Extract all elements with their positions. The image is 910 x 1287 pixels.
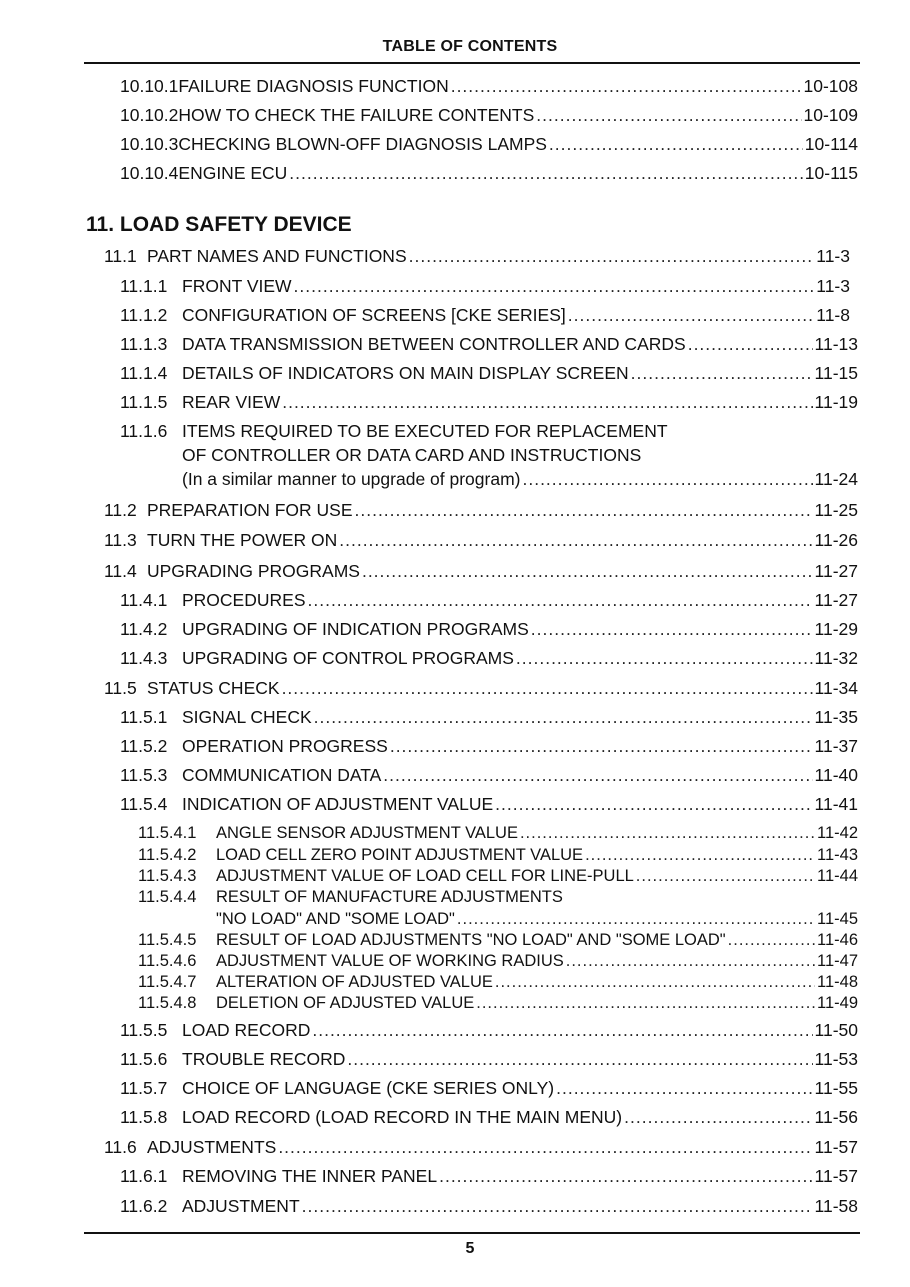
toc-entry-10-10-1[interactable]: 10.10.1 FAILURE DIAGNOSIS FUNCTION ..... 10-108 <box>120 76 858 96</box>
dot-leader <box>347 1049 812 1069</box>
toc-entry-11-6[interactable]: 11.6 ADJUSTMENTS ..... 11-57 <box>104 1137 858 1157</box>
dot-leader <box>516 648 813 668</box>
dot-leader <box>294 276 815 296</box>
toc-entry-11-5-4-4-line1[interactable]: 11.5.4.4 RESULT OF MANUFACTURE ADJUSTMENTS <box>138 888 563 906</box>
page-ref: 11-57 <box>814 1166 858 1186</box>
dot-leader <box>495 972 815 992</box>
page-ref: 11-57 <box>814 1137 858 1157</box>
dot-leader <box>439 1166 812 1186</box>
page-ref: 11-25 <box>814 500 858 520</box>
toc-entry-11-1-6-line2: OF CONTROLLER OR DATA CARD AND INSTRUCTIONS <box>182 445 642 465</box>
toc-entry-11-2[interactable]: 11.2 PREPARATION FOR USE ..... 11-25 <box>104 500 858 520</box>
dot-leader <box>289 163 803 183</box>
toc-entry-11-5-4-7[interactable]: 11.5.4.7 ALTERATION OF ADJUSTED VALUE ..... 11-48 <box>138 972 858 992</box>
dot-leader <box>585 845 815 865</box>
toc-entry-11-5-4-2[interactable]: 11.5.4.2 LOAD CELL ZERO POINT ADJUSTMENT VALUE ..... 11-43 <box>138 845 858 865</box>
dot-leader <box>531 619 813 639</box>
page-ref: 11-19 <box>814 392 858 412</box>
page-ref: 11-3 <box>816 276 850 296</box>
toc-entry-11-1-6-line3[interactable]: (In a similar manner to upgrade of program) ..... 11-24 <box>182 469 858 489</box>
dot-leader <box>636 866 815 886</box>
chapter-heading: 11. LOAD SAFETY DEVICE <box>86 213 352 236</box>
dot-leader <box>495 794 812 814</box>
page-ref: 11-3 <box>816 246 850 266</box>
toc-entry-11-5-5[interactable]: 11.5.5 LOAD RECORD ..... 11-50 <box>120 1020 858 1040</box>
page-ref: 11-13 <box>814 334 858 354</box>
toc-entry-11-3[interactable]: 11.3 TURN THE POWER ON ..... 11-26 <box>104 530 858 550</box>
dot-leader <box>282 678 813 698</box>
header-divider <box>84 62 860 64</box>
toc-entry-11-5-4-8[interactable]: 11.5.4.8 DELETION OF ADJUSTED VALUE ..... 11-49 <box>138 993 858 1013</box>
toc-entry-11-5-4[interactable]: 11.5.4 INDICATION OF ADJUSTMENT VALUE ..... 11-41 <box>120 794 858 814</box>
page-ref: 11-34 <box>814 678 858 698</box>
page-ref: 11-53 <box>814 1049 858 1069</box>
toc-entry-11-5-6[interactable]: 11.5.6 TROUBLE RECORD ..... 11-53 <box>120 1049 858 1069</box>
page-ref: 10-108 <box>803 76 858 96</box>
page-ref: 11-44 <box>817 867 858 885</box>
dot-leader <box>624 1107 812 1127</box>
toc-entry-11-5-2[interactable]: 11.5.2 OPERATION PROGRESS ..... 11-37 <box>120 736 858 756</box>
page-ref: 11-24 <box>814 469 858 489</box>
dot-leader <box>568 305 815 325</box>
page-ref: 11-55 <box>814 1078 858 1098</box>
toc-entry-10-10-4[interactable]: 10.10.4 ENGINE ECU ..... 10-115 <box>120 163 858 183</box>
page-ref: 11-49 <box>817 994 858 1012</box>
page-ref: 11-32 <box>814 648 858 668</box>
toc-entry-11-5-4-6[interactable]: 11.5.4.6 ADJUSTMENT VALUE OF WORKING RADIUS ..... 11-47 <box>138 951 858 971</box>
dot-leader <box>339 530 812 550</box>
dot-leader <box>390 736 813 756</box>
page-ref: 11-58 <box>814 1196 858 1216</box>
toc-entry-11-1-6-line1[interactable]: 11.1.6 ITEMS REQUIRED TO BE EXECUTED FOR REPLACEMENT <box>120 421 668 441</box>
page-ref: 11-15 <box>814 363 858 383</box>
toc-entry-10-10-2[interactable]: 10.10.2 HOW TO CHECK THE FAILURE CONTENTS ..... 10-109 <box>120 105 858 125</box>
toc-entry-11-5-1[interactable]: 11.5.1 SIGNAL CHECK ..... 11-35 <box>120 707 858 727</box>
dot-leader <box>522 469 812 489</box>
toc-entry-11-5-3[interactable]: 11.5.3 COMMUNICATION DATA ..... 11-40 <box>120 765 858 785</box>
page-ref: 11-47 <box>817 952 858 970</box>
toc-entry-11-5-7[interactable]: 11.5.7 CHOICE OF LANGUAGE (CKE SERIES ONLY) ..... 11-55 <box>120 1078 858 1098</box>
dot-leader <box>409 246 815 266</box>
toc-entry-11-4-2[interactable]: 11.4.2 UPGRADING OF INDICATION PROGRAMS ..... 11-29 <box>120 619 858 639</box>
toc-entry-11-5[interactable]: 11.5 STATUS CHECK ..... 11-34 <box>104 678 858 698</box>
dot-leader <box>631 363 813 383</box>
dot-leader <box>451 76 802 96</box>
dot-leader <box>549 134 803 154</box>
page-ref: 11-29 <box>814 619 858 639</box>
dot-leader <box>556 1078 812 1098</box>
toc-entry-11-1-5[interactable]: 11.1.5 REAR VIEW ..... 11-19 <box>120 392 858 412</box>
page-ref: 11-56 <box>814 1107 858 1127</box>
dot-leader <box>302 1196 813 1216</box>
toc-entry-11-1[interactable]: 11.1 PART NAMES AND FUNCTIONS ..... 11-3 <box>104 246 850 266</box>
page-ref: 11-27 <box>814 561 858 581</box>
toc-entry-11-5-4-4-line2[interactable]: "NO LOAD" AND "SOME LOAD" ..... 11-45 <box>216 909 858 929</box>
toc-entry-11-6-1[interactable]: 11.6.1 REMOVING THE INNER PANEL ..... 11-57 <box>120 1166 858 1186</box>
page-ref: 11-42 <box>817 824 858 842</box>
toc-entry-11-4[interactable]: 11.4 UPGRADING PROGRAMS ..... 11-27 <box>104 561 858 581</box>
page-ref: 11-50 <box>814 1020 858 1040</box>
toc-entry-11-4-3[interactable]: 11.4.3 UPGRADING OF CONTROL PROGRAMS ..... 11-32 <box>120 648 858 668</box>
dot-leader <box>457 909 815 929</box>
page-ref: 11-45 <box>817 910 858 928</box>
toc-entry-11-1-3[interactable]: 11.1.3 DATA TRANSMISSION BETWEEN CONTROLLER AND CARDS ..... 11-13 <box>120 334 858 354</box>
toc-entry-10-10-3[interactable]: 10.10.3 CHECKING BLOWN-OFF DIAGNOSIS LAMPS ..... 10-114 <box>120 134 858 154</box>
toc-entry-11-1-1[interactable]: 11.1.1 FRONT VIEW ..... 11-3 <box>120 276 850 296</box>
page-ref: 11-40 <box>814 765 858 785</box>
page-ref: 11-27 <box>814 590 858 610</box>
toc-entry-11-1-2[interactable]: 11.1.2 CONFIGURATION OF SCREENS [CKE SERIES] ..... 11-8 <box>120 305 850 325</box>
page-ref: 11-37 <box>814 736 858 756</box>
dot-leader <box>282 392 812 412</box>
dot-leader <box>520 823 815 843</box>
page-ref: 10-115 <box>804 163 858 183</box>
toc-entry-11-5-4-3[interactable]: 11.5.4.3 ADJUSTMENT VALUE OF LOAD CELL FOR LINE-PULL ..... 11-44 <box>138 866 858 886</box>
dot-leader <box>728 930 815 950</box>
dot-leader <box>308 590 813 610</box>
page-ref: 11-43 <box>817 846 858 864</box>
dot-leader <box>383 765 812 785</box>
page-ref: 10-109 <box>803 105 858 125</box>
toc-entry-11-5-4-5[interactable]: 11.5.4.5 RESULT OF LOAD ADJUSTMENTS "NO LOAD" AND "SOME LOAD" ..... 11-46 <box>138 930 858 950</box>
dot-leader <box>312 1020 812 1040</box>
page-ref: 11-48 <box>817 973 858 991</box>
dot-leader <box>362 561 813 581</box>
page-ref: 11-35 <box>814 707 858 727</box>
toc-entry-11-1-4[interactable]: 11.1.4 DETAILS OF INDICATORS ON MAIN DISPLAY SCREEN ..... 11-15 <box>120 363 858 383</box>
dot-leader <box>688 334 813 354</box>
page-ref: 11-26 <box>814 530 858 550</box>
dot-leader <box>278 1137 812 1157</box>
page-ref: 10-114 <box>804 134 858 154</box>
dot-leader <box>314 707 813 727</box>
toc-entry-11-5-8[interactable]: 11.5.8 LOAD RECORD (LOAD RECORD IN THE MAIN MENU) ..... 11-56 <box>120 1107 858 1127</box>
toc-entry-11-4-1[interactable]: 11.4.1 PROCEDURES ..... 11-27 <box>120 590 858 610</box>
page-number: 5 <box>465 1240 475 1257</box>
page-ref: 11-41 <box>814 794 858 814</box>
toc-entry-11-6-2[interactable]: 11.6.2 ADJUSTMENT ..... 11-58 <box>120 1196 858 1216</box>
page-ref: 11-8 <box>816 305 850 325</box>
dot-leader <box>355 500 813 520</box>
dot-leader <box>566 951 815 971</box>
page-ref: 11-46 <box>817 931 858 949</box>
dot-leader <box>536 105 801 125</box>
toc-entry-11-5-4-1[interactable]: 11.5.4.1 ANGLE SENSOR ADJUSTMENT VALUE ..... 11-42 <box>138 823 858 843</box>
page-header-title: TABLE OF CONTENTS <box>382 38 558 55</box>
dot-leader <box>476 993 815 1013</box>
footer-divider <box>84 1232 860 1234</box>
